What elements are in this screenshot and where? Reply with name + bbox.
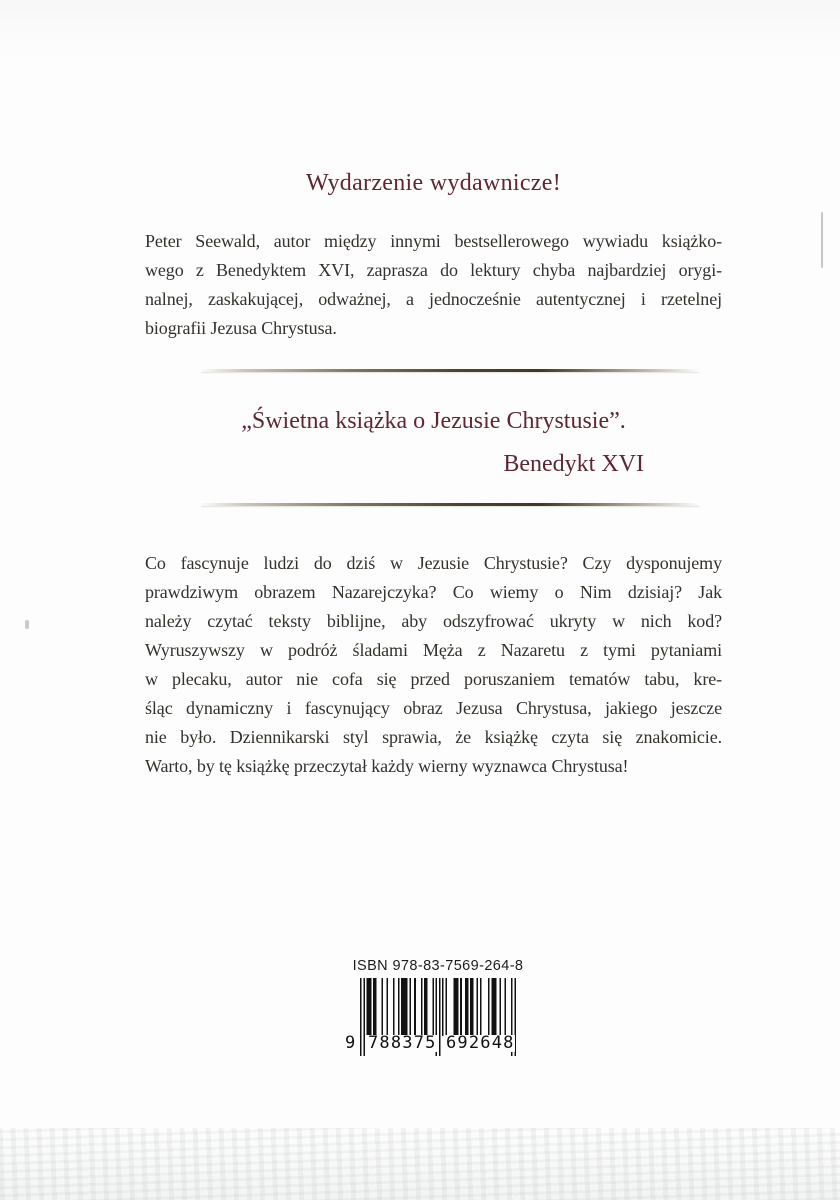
barcode-block (345, 958, 526, 1058)
isbn-label: ISBN 978-83-7569-264-8 (352, 958, 524, 974)
description-paragraph (145, 549, 722, 781)
divider-rule-top (200, 369, 700, 372)
text-line: w plecaku, autor nie cofa się przed poruszaniem tematów tabu, kre- (145, 669, 722, 689)
text-line: Wyruszywszy w podróż śladami Męża z Nazaretu z tymi pytaniami (145, 640, 722, 660)
text-line: nalnej, zaskakującej, odważnej, a jednocześnie autentycznej i rzetelnej (145, 289, 722, 309)
text-line: należy czytać teksty biblijne, aby odszyfrować ukryty w nich kod? (145, 611, 722, 631)
barcode-digit-first: 9 (345, 1033, 356, 1053)
page-title: Wydarzenie wydawnicze! (305, 170, 561, 196)
text-line: Co fascynuje ludzi do dziś w Jezusie Chrystusie? Czy dysponujemy (145, 553, 722, 573)
intro-paragraph (145, 227, 722, 343)
text-line: nie było. Dziennikarski styl sprawia, że książkę czyta się znakomicie. (145, 727, 722, 747)
text-line: Peter Seewald, autor między innymi bestsellerowego wywiadu książko- (145, 231, 722, 251)
scan-shadow-bottom (0, 1128, 840, 1200)
quote-text: „Świetna książka o Jezusie Chrystusie”. (241, 408, 626, 434)
divider-rule-bottom (200, 503, 700, 506)
text-line: prawdziwym obrazem Nazarejczyka? Co wiemy o Nim dzisiaj? Jak (145, 582, 722, 602)
text-line: wego z Benedyktem XVI, zaprasza do lektury chyba najbardziej orygi- (145, 260, 722, 280)
ean-barcode (345, 978, 516, 1058)
scan-mark-right-edge (821, 212, 823, 268)
barcode-digit-group-2: 692648 (446, 1033, 515, 1053)
scan-shadow-top (0, 0, 840, 58)
text-line: śląc dynamiczny i fascynujący obraz Jezusa Chrystusa, jakiego jeszcze (145, 698, 722, 718)
text-line: biografii Jezusa Chrystusa. (145, 318, 337, 338)
barcode-digit-group-1: 788375 (368, 1033, 437, 1053)
scan-speck-left-edge (25, 620, 29, 629)
quote-attribution: Benedykt XVI (503, 451, 644, 477)
text-line: Warto, by tę książkę przeczytał każdy wierny wyznawca Chrystusa! (145, 756, 629, 776)
